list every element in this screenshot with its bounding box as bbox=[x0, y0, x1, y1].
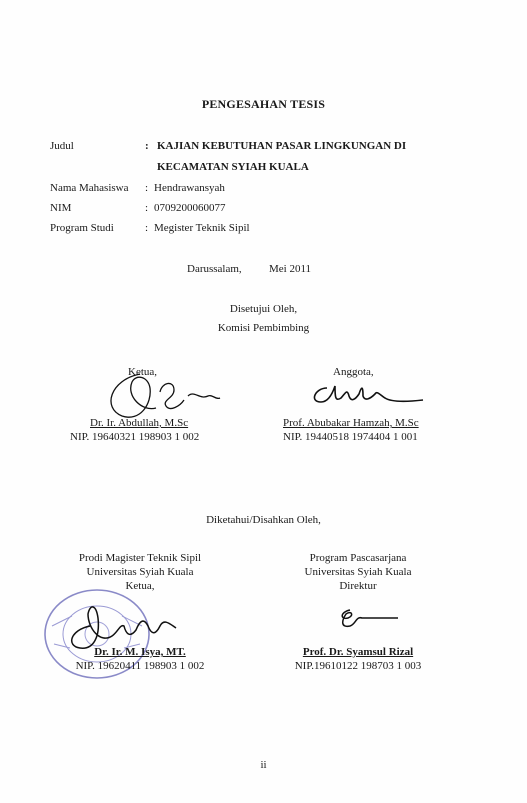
acknowledged-by: Diketahui/Disahkan Oleh, bbox=[206, 514, 321, 526]
field-label-nim: NIM bbox=[50, 202, 72, 214]
prodi-role: Ketua, bbox=[125, 580, 155, 592]
field-value-prodi: Megister Teknik Sipil bbox=[154, 222, 250, 234]
field-label-nama: Nama Mahasiswa bbox=[50, 182, 129, 194]
field-label-judul: Judul bbox=[50, 140, 74, 152]
field-sep-judul: : bbox=[145, 140, 149, 152]
field-sep-nama: : bbox=[145, 182, 149, 194]
approved-by: Disetujui Oleh, bbox=[229, 303, 298, 315]
pasca-line1: Program Pascasarjana bbox=[309, 552, 407, 564]
member-signature bbox=[305, 380, 430, 410]
field-value-nim: 0709200060077 bbox=[154, 202, 226, 214]
pasca-signature bbox=[334, 606, 404, 632]
field-label-prodi: Program Studi bbox=[50, 222, 114, 234]
field-value-judul-line1: KAJIAN KEBUTUHAN PASAR LINGKUNGAN DI bbox=[157, 140, 407, 152]
member-nip: NIP. 19440518 1974404 1 001 bbox=[283, 431, 418, 443]
prodi-line2: Universitas Syiah Kuala bbox=[86, 566, 194, 578]
chair-role: Ketua, bbox=[128, 366, 158, 378]
pasca-nip: NIP.19610122 198703 1 003 bbox=[294, 660, 422, 672]
committee: Komisi Pembimbing bbox=[217, 322, 310, 334]
prodi-name: Dr. Ir. M. Isya, MT. bbox=[94, 646, 186, 658]
page-number: ii bbox=[260, 759, 267, 771]
pasca-name: Prof. Dr. Syamsul Rizal bbox=[302, 646, 414, 658]
member-name: Prof. Abubakar Hamzah, M.Sc bbox=[283, 417, 419, 429]
chair-signature bbox=[100, 366, 230, 424]
field-value-nama: Hendrawansyah bbox=[154, 182, 225, 194]
page-title: PENGESAHAN TESIS bbox=[201, 97, 326, 111]
field-sep-prodi: : bbox=[145, 222, 149, 234]
field-value-judul-line2: KECAMATAN SYIAH KUALA bbox=[157, 161, 309, 173]
date: Mei 2011 bbox=[269, 263, 312, 275]
chair-name: Dr. Ir. Abdullah, M.Sc bbox=[90, 417, 189, 429]
pasca-role: Direktur bbox=[339, 580, 377, 592]
place: Darussalam, bbox=[187, 263, 242, 275]
prodi-nip: NIP. 19620411 198903 1 002 bbox=[75, 660, 205, 672]
pasca-line2: Universitas Syiah Kuala bbox=[304, 566, 412, 578]
member-role: Anggota, bbox=[333, 366, 374, 378]
prodi-line1: Prodi Magister Teknik Sipil bbox=[78, 552, 202, 564]
chair-nip: NIP. 19640321 198903 1 002 bbox=[70, 431, 200, 443]
field-sep-nim: : bbox=[145, 202, 149, 214]
